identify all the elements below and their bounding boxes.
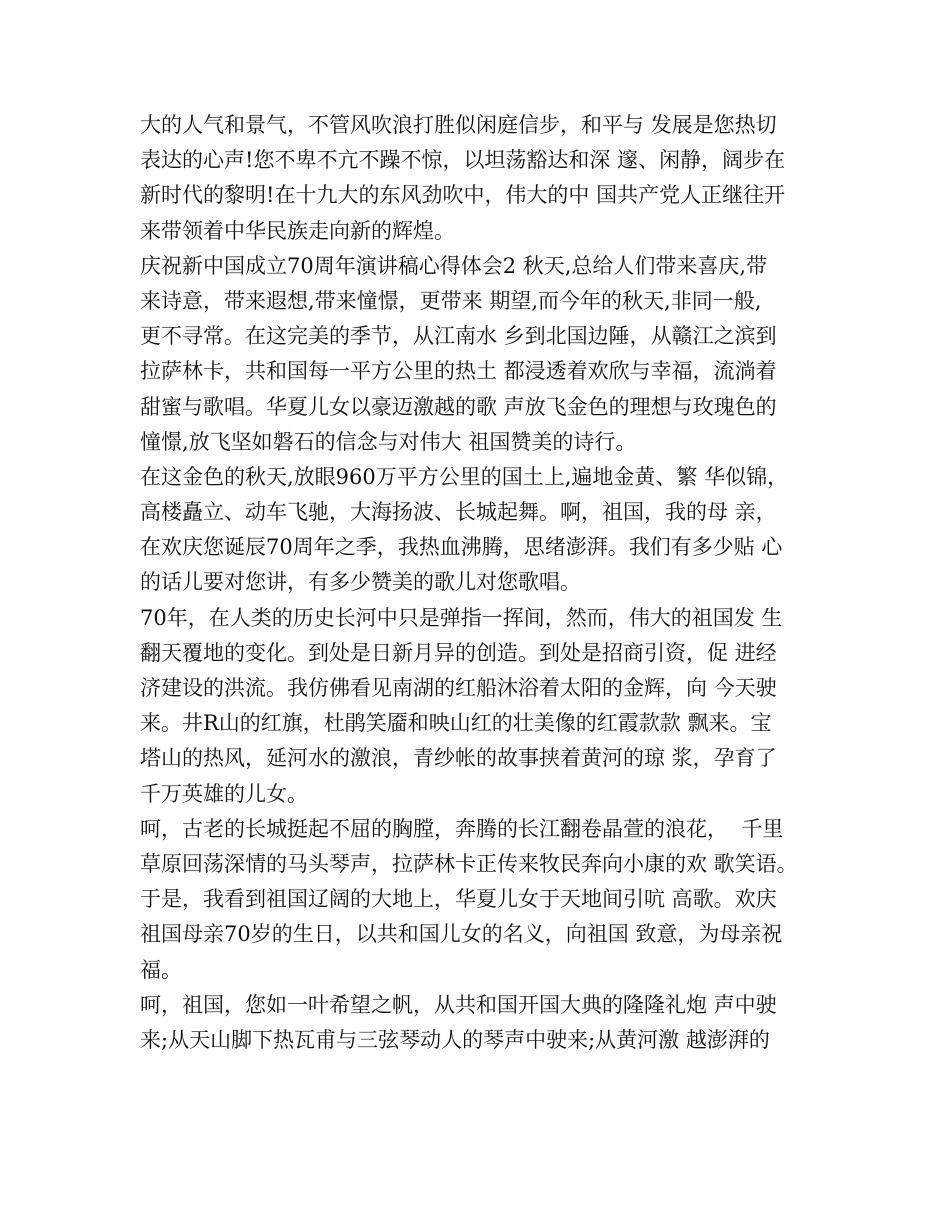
text-line: 来。井R山的红旗，杜鹃笑靥和映山红的壮美像的红霞款款 飘来。宝 xyxy=(140,711,772,736)
text-line: 大的人气和景气，不管风吹浪打胜似闲庭信步，和平与 发展是您热切 xyxy=(140,113,777,137)
text-line: 新时代的黎明!在十九大的东风劲吹中，伟大的中 国共产党人正继往开 xyxy=(140,183,786,208)
text-line: 在欢庆您诞辰70周年之季，我热血沸腾，思绪澎湃。我们有多少贴 心 xyxy=(140,535,783,560)
text-line: 千万英雄的儿女。 xyxy=(140,781,308,806)
text-line: 70年，在人类的历史长河中只是弹指一挥间，然而，伟大的祖国发 生 xyxy=(140,605,783,630)
text-line: 来诗意，带来遐想,带来憧憬，更带来 期望,而今年的秋天,非同一般, xyxy=(140,288,762,313)
text-line: 祖国母亲70岁的生日，以共和国儿女的名义，向祖国 致意，为母亲祝 xyxy=(140,922,783,947)
text-line: 来;从天山脚下热瓦甫与三弦琴动人的琴声中驶来;从黄河激 越澎湃的 xyxy=(140,1027,770,1052)
text-line: 的话儿要对您讲，有多少赞美的歌儿对您歌唱。 xyxy=(140,570,581,595)
text-line: 福。 xyxy=(140,957,182,982)
text-line: 甜蜜与歌唱。华夏儿女以豪迈激越的歌 声放飞金色的理想与玫瑰色的 xyxy=(140,394,777,419)
text-line: 于是，我看到祖国辽阔的大地上，华夏儿女于天地间引吭 高歌。欢庆 xyxy=(140,887,777,912)
text-line: 高楼矗立、动车飞驰，大海扬波、长城起舞。啊，祖国，我的母 亲， xyxy=(140,500,777,525)
text-line: 憧憬,放飞坚如磐石的信念与对伟大 祖国赞美的诗行。 xyxy=(140,429,637,454)
text-line: 庆祝新中国成立70周年演讲稿心得体会2 秋天,总给人们带来喜庆,带 xyxy=(140,253,768,278)
text-line: 济建设的洪流。我仿佛看见南湖的红船沐浴着太阳的金辉，向 今天驶 xyxy=(140,676,777,700)
text-line: 来带领着中华民族走向新的辉煌。 xyxy=(140,218,455,243)
text-line: 呵，古老的长城挺起不屈的胸膛，奔腾的长江翻卷晶萱的浪花， 千里 xyxy=(140,816,784,841)
text-line: 塔山的热风，延河水的激浪，青纱帐的故事挟着黄河的琼 浆，孕育了 xyxy=(140,746,777,771)
text-line: 草原回荡深情的马头琴声，拉萨林卡正传来牧民奔向小康的欢 歌笑语。 xyxy=(140,851,798,876)
text-line: 翻天覆地的变化。到处是日新月异的创造。到处是招商引资，促 进经 xyxy=(140,640,777,665)
text-line: 拉萨林卡，共和国每一平方公里的热土 都浸透着欢欣与幸福，流淌着 xyxy=(140,359,777,384)
text-line: 更不寻常。在这完美的季节，从江南水 乡到北国边陲，从赣江之滨到 xyxy=(140,324,777,349)
text-line: 表达的心声!您不卑不亢不躁不惊，以坦荡豁达和深 邃、闲静，阔步在 xyxy=(140,148,786,173)
body-text xyxy=(140,108,820,1058)
text-line: 在这金色的秋天,放眼960万平方公里的国土上,遍地金黄、繁 华似锦， xyxy=(140,464,789,489)
text-line: 呵，祖国，您如一叶希望之帆，从共和国开国大典的隆隆礼炮 声中驶 xyxy=(140,992,777,1017)
